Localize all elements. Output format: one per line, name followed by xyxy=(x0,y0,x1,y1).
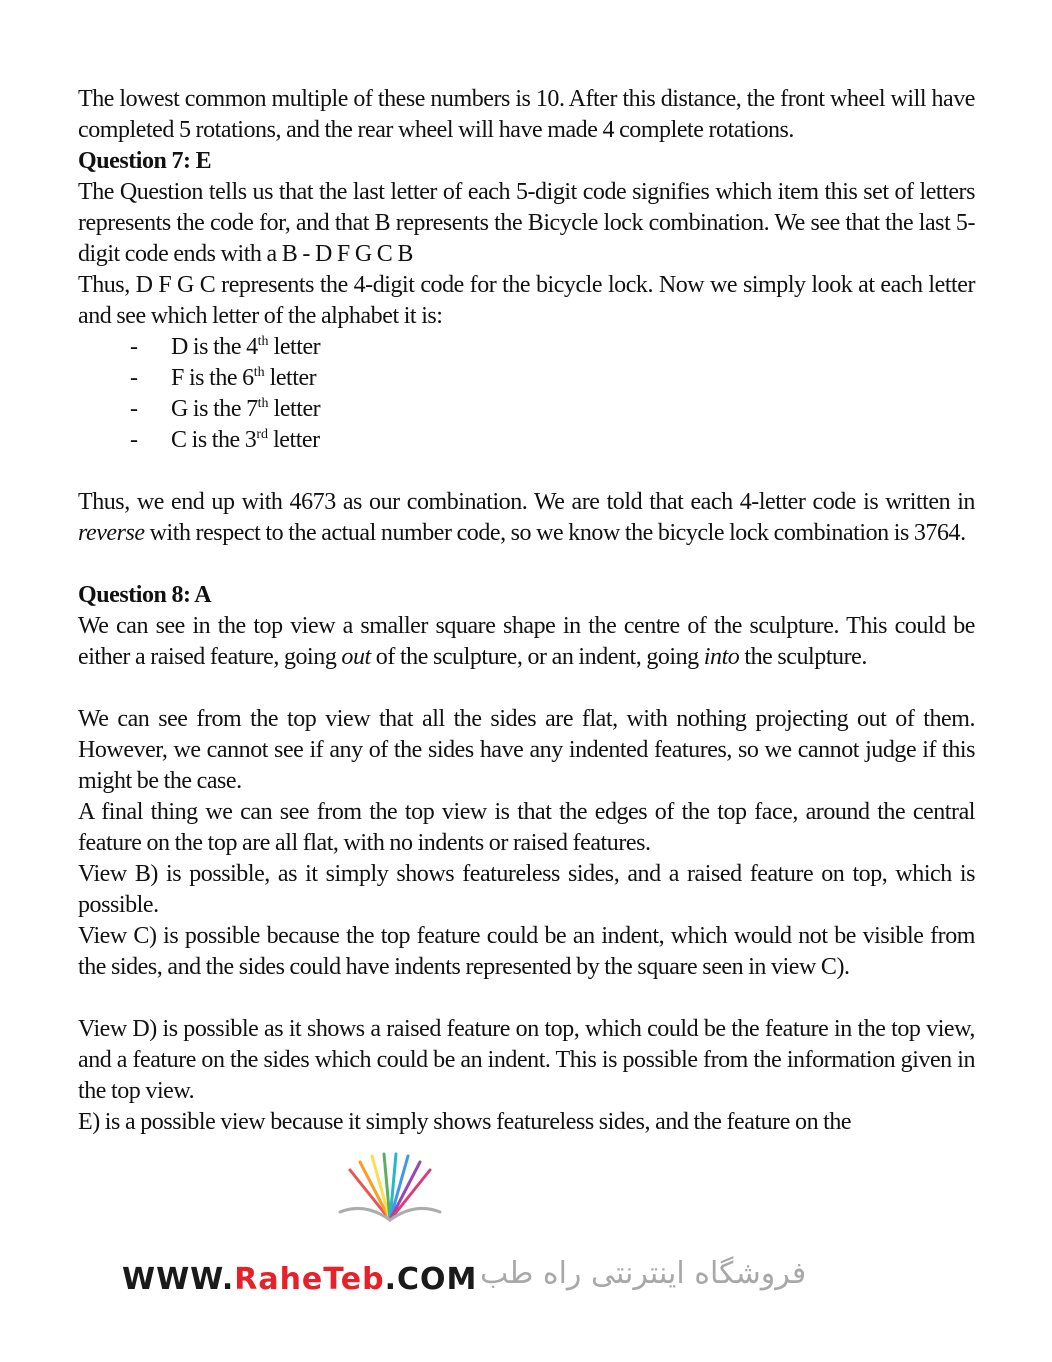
text-run: with respect to the actual number code, so we know the bicycle lock combination is 3764. xyxy=(144,520,966,546)
ordinal-suffix: rd xyxy=(256,427,269,442)
letter-text-end: letter xyxy=(264,365,317,391)
question-8-paragraph-7: E) is a possible view because it simply shows featureless sides, and the feature on the xyxy=(78,1109,852,1135)
question-7-heading: Question 7: E xyxy=(78,148,212,174)
spacer xyxy=(78,983,975,1014)
text-run: of the sculpture, or an indent, going xyxy=(370,644,704,670)
ordinal-suffix: th xyxy=(257,396,269,411)
watermark-farsi-text: فروشگاه اینترنتی راه طب xyxy=(480,1256,807,1291)
url-suffix: .COM xyxy=(384,1262,478,1297)
question-8-paragraph-4: View B) is possible, as it simply shows featureless sides, and a raised feature on top, which is possible. xyxy=(78,861,975,918)
ordinal-suffix: th xyxy=(257,334,269,349)
emphasis-into: into xyxy=(703,644,740,670)
letter-list-item xyxy=(78,425,975,456)
spacer xyxy=(78,549,975,580)
spacer xyxy=(78,673,975,704)
letter-list-item xyxy=(78,363,975,394)
letter-list-item xyxy=(78,394,975,425)
question-7-paragraph-1: The Question tells us that the last letter of each 5-digit code signifies which item this set of letters represents the code for, and that B represents the Bicycle lock combination. We see that the last 5-digit code ends with a B - D F G C B xyxy=(78,179,975,267)
letter-text-end: letter xyxy=(268,334,321,360)
question-8-paragraph-2: We can see from the top view that all the sides are flat, with nothing projecting out of them. However, we cannot see if any of the sides have any indented features, so we cannot judge if this might be the case. xyxy=(78,706,975,794)
url-prefix: WWW. xyxy=(122,1262,235,1297)
text-run: Thus, we end up with 4673 as our combination. We are told that each 4-letter code is written in xyxy=(78,489,975,515)
document-page xyxy=(78,84,975,1138)
question-7-paragraph-3 xyxy=(78,487,975,549)
emphasis-reverse: reverse xyxy=(78,520,145,546)
text-run: We can see in the top view a smaller square shape in the centre of the sculpture. This could be either a raised feature, going xyxy=(78,613,975,670)
question-8-paragraph-1 xyxy=(78,611,975,673)
url-brand: RaheTeb xyxy=(234,1262,385,1297)
letter-text: C is the 3 xyxy=(171,427,257,453)
watermark-url[interactable] xyxy=(122,1262,477,1302)
spacer xyxy=(78,456,975,487)
letter-text-end: letter xyxy=(268,427,320,453)
question-8-paragraph-3: A final thing we can see from the top view is that the edges of the top face, around the central feature on the top are all flat, with no indents or raised features. xyxy=(78,799,975,856)
list-dash: - xyxy=(130,365,138,391)
question-7-paragraph-2: Thus, D F G C represents the 4-digit code for the bicycle lock. Now we simply look at each letter and see which letter of the alphabet it is: xyxy=(78,272,975,329)
list-dash: - xyxy=(130,396,138,422)
letter-text-end: letter xyxy=(268,396,321,422)
emphasis-out: out xyxy=(341,644,371,670)
letter-text: D is the 4 xyxy=(171,334,258,360)
book-logo-icon xyxy=(320,1150,460,1238)
intro-paragraph: The lowest common multiple of these numbers is 10. After this distance, the front wheel will have completed 5 rotations, and the rear wheel will have made 4 complete rotations. xyxy=(78,86,975,143)
list-dash: - xyxy=(130,427,138,453)
question-8-heading: Question 8: A xyxy=(78,582,212,608)
letter-text: G is the 7 xyxy=(171,396,258,422)
ordinal-suffix: th xyxy=(253,365,265,380)
question-8-paragraph-6: View D) is possible as it shows a raised feature on top, which could be the feature in the top view, and a feature on the sides which could be an indent. This is possible from the information given in the top view. xyxy=(78,1016,975,1104)
question-8-paragraph-5: View C) is possible because the top feature could be an indent, which would not be visible from the sides, and the sides could have indents represented by the square seen in view C). xyxy=(78,923,975,980)
list-dash: - xyxy=(130,334,138,360)
letter-text: F is the 6 xyxy=(171,365,254,391)
letter-list-item xyxy=(78,332,975,363)
letter-list xyxy=(78,332,975,456)
text-run: the sculpture. xyxy=(739,644,867,670)
